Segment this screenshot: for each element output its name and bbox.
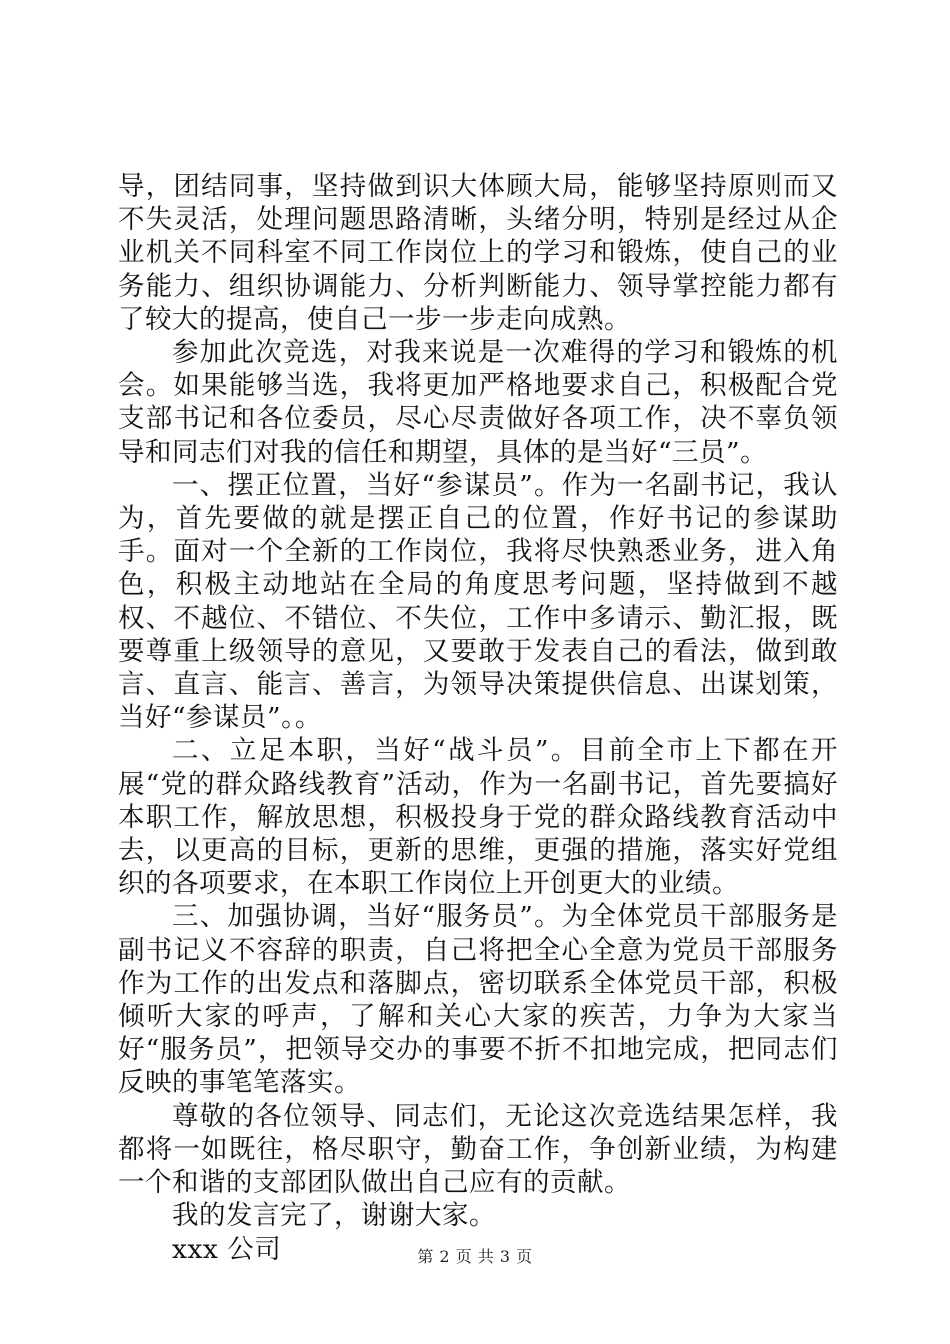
paragraph-campaign-intro: 参加此次竞选，对我来说是一次难得的学习和锻炼的机会。如果能够当选，我将更加严格地要求自己，积极配合党支部书记和各位委员，尽心尽责做好各项工作，决不辜负领导和同志们对我的信任和期望，具体的是当好“三员”。	[118, 337, 838, 468]
paragraph-thanks: 我的发言完了，谢谢大家。	[172, 1200, 496, 1232]
paragraph-continuation: 导，团结同事，坚持做到识大体顾大局，能够坚持原则而又不失灵活，处理问题思路清晰，头绪分明，特别是经过从企业机关不同科室不同工作岗位上的学习和锻炼，使自己的业务能力、组织协调能力、分析判断能力、领导掌控能力都有了较大的提高，使自己一步一步走向成熟。	[118, 171, 838, 335]
paragraph-company: xxx 公司	[172, 1233, 282, 1265]
document-body	[118, 170, 838, 1266]
paragraph-closing: 尊敬的各位领导、同志们，无论这次竞选结果怎样，我都将一如既往，格尽职守，勤奋工作，争创新业绩，为构建一个和谐的支部团队做出自己应有的贡献。	[118, 1100, 838, 1199]
paragraph-point-three: 三、加强协调，当好“服务员”。为全体党员干部服务是副书记义不容辞的职责，自己将把全心全意为党员干部服务作为工作的出发点和落脚点，密切联系全体党员干部，积极倾听大家的呼声，了解和关心大家的疾苦，力争为大家当好“服务员”，把领导交办的事要不折不扣地完成，把同志们反映的事笔笔落实。	[118, 901, 838, 1099]
paragraph-point-one: 一、摆正位置，当好“参谋员”。作为一名副书记，我认为，首先要做的就是摆正自己的位置，作好书记的参谋助手。面对一个全新的工作岗位，我将尽快熟悉业务，进入角色，积极主动地站在全局的角度思考问题，坚持做到不越权、不越位、不错位、不失位，工作中多请示、勤汇报，既要尊重上级领导的意见，又要敢于发表自己的看法，做到敢言、直言、能言、善言，为领导决策提供信息、出谋划策，当好“参谋员”。。	[118, 469, 838, 734]
page-footer: 第 2 页 共 3 页	[417, 1247, 533, 1266]
paragraph-point-two: 二、立足本职，当好“战斗员”。目前全市上下都在开展“党的群众路线教育”活动，作为一名副书记，首先要搞好本职工作，解放思想，积极投身于党的群众路线教育活动中去，以更高的目标，更新的思维，更强的措施，落实好党组织的各项要求，在本职工作岗位上开创更大的业绩。	[118, 735, 838, 900]
